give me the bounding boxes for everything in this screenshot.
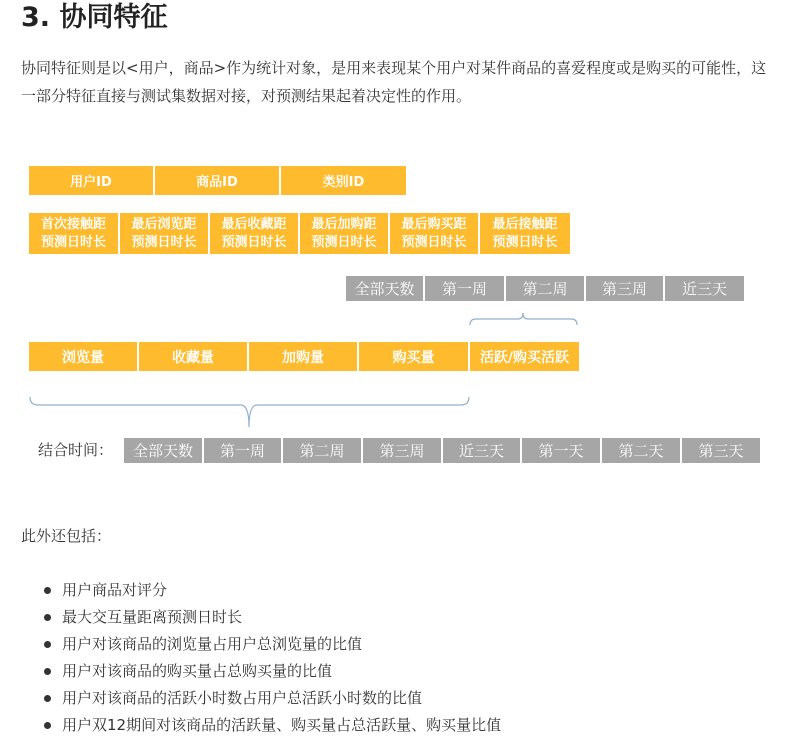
also-includes-label: 此外还包括： xyxy=(21,527,112,545)
distance-line-2: 预测日时长 xyxy=(40,234,106,250)
list-item: 用户对该商品的浏览量占用户总浏览量的比值 xyxy=(44,631,501,658)
combine-box: 全部天数 xyxy=(124,438,202,463)
feature-list xyxy=(44,577,501,739)
count-box: 购买量 xyxy=(359,342,468,371)
distance-line-1: 最后浏览距 xyxy=(131,216,197,232)
list-item: 用户对该商品的购买量占总购买量的比值 xyxy=(44,658,501,685)
list-item: 用户对该商品的活跃小时数占用户总活跃小时数的比值 xyxy=(44,685,501,712)
distance-line-1: 最后加购距 xyxy=(311,216,377,232)
distance-line-2: 预测日时长 xyxy=(401,234,467,250)
window-box: 全部天数 xyxy=(346,276,423,301)
id-box-item: 商品ID xyxy=(155,166,279,195)
list-item: 用户商品对评分 xyxy=(44,577,501,604)
combine-box: 第三天 xyxy=(682,438,760,463)
id-box-user: 用户ID xyxy=(29,166,153,195)
distance-line-1: 最后接触距 xyxy=(492,216,558,232)
count-box: 活跃/购买活跃 xyxy=(470,342,579,371)
combine-box: 第二天 xyxy=(602,438,680,463)
id-box-category: 类别ID xyxy=(281,166,406,195)
combine-box: 第三周 xyxy=(363,438,441,463)
window-box: 第二周 xyxy=(506,276,584,301)
combine-box: 第二周 xyxy=(283,438,361,463)
section-title: 3. 协同特征 xyxy=(21,2,168,33)
intro-paragraph: 协同特征则是以<用户，商品>作为统计对象，是用来表现某个用户对某件商品的喜爱程度或是购买的可能性，这一部分特征直接与测试集数据对接，对预测结果起着决定性的作用。 xyxy=(21,59,767,105)
combine-box: 第一周 xyxy=(204,438,281,463)
combine-box: 第一天 xyxy=(522,438,600,463)
distance-line-1: 最后购买距 xyxy=(401,216,467,232)
distance-line-2: 预测日时长 xyxy=(311,234,377,250)
count-box: 加购量 xyxy=(249,342,357,371)
count-box: 浏览量 xyxy=(29,342,137,371)
combine-time-label: 结合时间： xyxy=(38,441,114,459)
brace-top xyxy=(470,313,577,325)
brace-bottom xyxy=(30,397,469,427)
distance-line-2: 预测日时长 xyxy=(131,234,197,250)
distance-line-2: 预测日时长 xyxy=(492,234,558,250)
distance-line-1: 首次接触距 xyxy=(40,216,106,232)
list-item: 最大交互量距离预测日时长 xyxy=(44,604,501,631)
window-box: 近三天 xyxy=(665,276,744,301)
window-box: 第三周 xyxy=(586,276,663,301)
combine-box: 近三天 xyxy=(443,438,520,463)
distance-line-2: 预测日时长 xyxy=(221,234,287,250)
window-box: 第一周 xyxy=(425,276,504,301)
distance-line-1: 最后收藏距 xyxy=(221,216,287,232)
list-item: 用户双12期间对该商品的活跃量、购买量占总活跃量、购买量比值 xyxy=(44,712,501,739)
count-box: 收藏量 xyxy=(139,342,247,371)
